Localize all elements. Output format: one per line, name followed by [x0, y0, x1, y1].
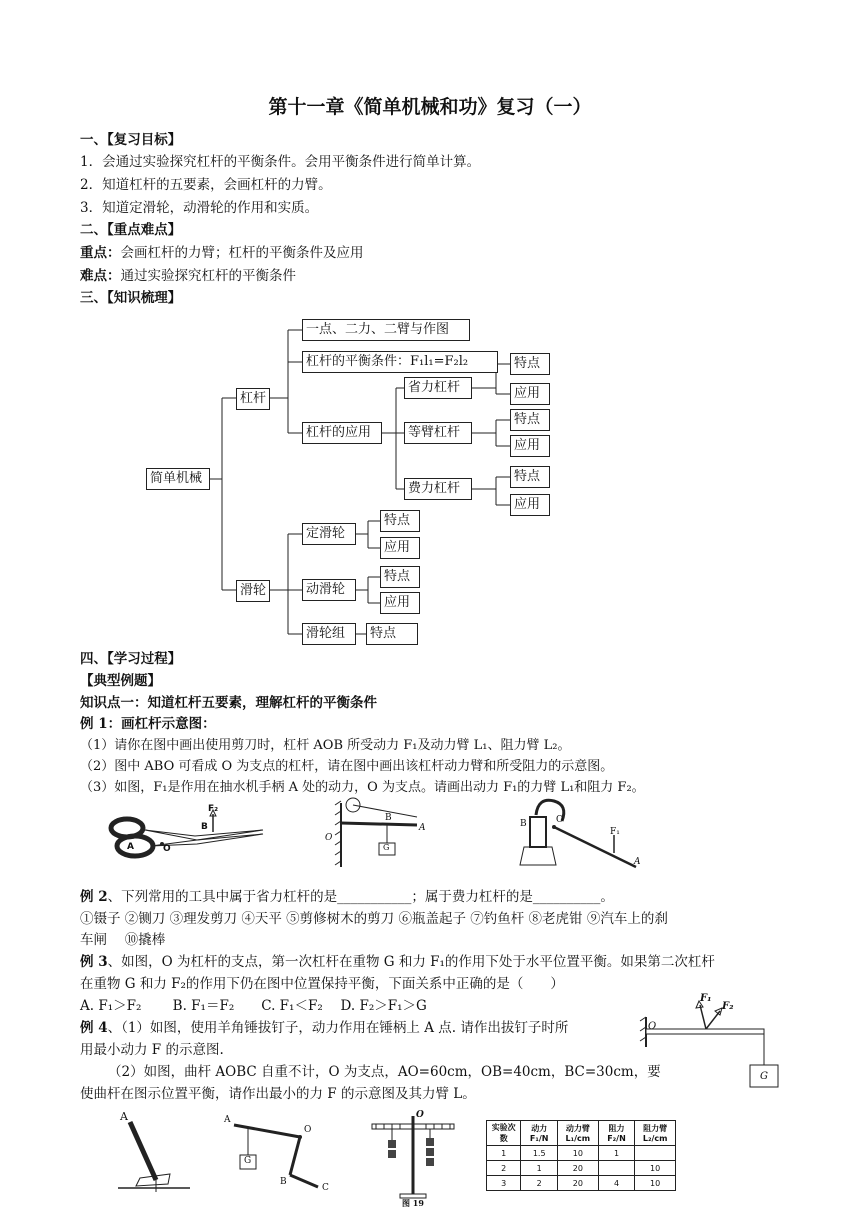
scissors-label-o: O: [163, 844, 171, 854]
tree-feature: 特点: [380, 510, 420, 532]
wall-lever-label-a: A: [419, 823, 426, 833]
tree-fixed-pulley: 定滑轮: [302, 523, 356, 545]
example-1-part-2: （2）图中 ABO 可看成 O 为支点的杠杆，请在图中画出该杠杆动力臂和所受阻力的示意图。: [80, 759, 614, 774]
tree-force-costing-lever: 费力杠杆: [404, 478, 472, 500]
key-text: 会画杠杆的力臂；杠杆的平衡条件及应用: [120, 245, 364, 261]
example-1-part-3: （3）如图，F₁是作用在抽水机手柄 A 处的动力，O 为支点。请画出动力 F₁的力臂 L₁和阻力 F₂。: [80, 780, 645, 795]
crank-label-o: O: [304, 1125, 312, 1135]
pump-label-o: O: [556, 815, 564, 825]
crank-label-a: A: [224, 1115, 231, 1125]
scissors-label-a: A: [127, 842, 134, 852]
table-row: [487, 1146, 676, 1161]
scissors-figure: [105, 800, 265, 870]
ex3-label-f1: F₁: [700, 993, 712, 1004]
balance-figure: [368, 1110, 458, 1208]
example-3-figure: [640, 995, 790, 1090]
table-row: [487, 1161, 676, 1176]
table-cell: 1: [598, 1146, 635, 1161]
table-cell: 10: [558, 1146, 599, 1161]
balance-label-o: O: [416, 1110, 424, 1120]
balance-caption: 图 19: [402, 1198, 424, 1208]
tree-application: 应用: [510, 494, 550, 516]
difficulty-label: 难点：: [80, 268, 121, 284]
pump-label-a: A: [634, 857, 641, 867]
table-cell: 1: [521, 1161, 558, 1176]
ex3-label-f2: F₂: [722, 1001, 734, 1012]
tree-force-saving-lever: 省力杠杆: [404, 377, 472, 399]
pump-label-b: B: [520, 819, 527, 829]
scissors-label-b: B: [201, 822, 208, 832]
example-3-text-cont: 在重物 G 和力 F₂的作用下仍在图中位置保持平衡，下面关系中正确的是（ ）: [80, 976, 564, 992]
tree-movable-pulley: 动滑轮: [302, 579, 356, 601]
wall-lever-label-o: O: [325, 833, 333, 843]
example-2: [80, 886, 614, 908]
tree-application: 应用: [380, 592, 420, 614]
example-1-part-1: （1）请你在图中画出使用剪刀时，杠杆 AOB 所受动力 F₁及动力臂 L₁、阻力臂 L₂。: [80, 738, 571, 753]
table-header-cell: 动力 F₁/N: [521, 1121, 558, 1146]
wall-lever-figure: [305, 797, 435, 872]
table-cell: 20: [558, 1161, 599, 1176]
tree-pulley-block: 滑轮组: [302, 623, 356, 645]
example-2-label: 例 2: [80, 889, 108, 905]
example-4-part-2: （2）如图，曲杆 AOBC 自重不计，O 为支点，AO=60cm，OB=40cm，BC=30cm，要: [108, 1064, 661, 1080]
wall-lever-label-b: B: [385, 813, 392, 823]
table-cell: 1.5: [521, 1146, 558, 1161]
tree-lever-balance: 杠杆的平衡条件：F₁l₁=F₂l₂: [302, 351, 498, 373]
goal-item: 2．知道杠杆的五要素，会画杠杆的力臂。: [80, 177, 332, 193]
example-3: [80, 951, 715, 973]
table-header-cell: 阻力 F₂/N: [598, 1121, 635, 1146]
table-header-cell: 动力臂 L₁/cm: [558, 1121, 599, 1146]
table-header-row: [487, 1121, 676, 1146]
crank-label-c: C: [322, 1183, 329, 1193]
knowledge-point-1: 知识点一：知道杠杆五要素，理解杠杆的平衡条件: [80, 695, 377, 711]
example-4-label: 例 4: [80, 1020, 108, 1036]
tree-application: 应用: [510, 383, 550, 405]
section-keypoints-heading: 二、【重点难点】: [80, 222, 182, 238]
tree-feature: 特点: [510, 409, 550, 431]
key-label: 重点：: [80, 245, 121, 261]
table-cell: 10: [635, 1176, 676, 1191]
table-header-cell: 阻力臂 L₂/cm: [635, 1121, 676, 1146]
goal-item: 3．知道定滑轮，动滑轮的作用和实质。: [80, 200, 319, 216]
tree-feature: 特点: [510, 466, 550, 488]
table-cell: 10: [635, 1161, 676, 1176]
example-4-text: 、（1）如图，使用羊角锤拔钉子，动力作用在锤柄上 A 点. 请作出拔钉子时所: [107, 1020, 569, 1036]
example-2-text: 、下列常用的工具中属于省力杠杆的是___________；属于费力杠杆的是__________。: [107, 889, 614, 905]
difficulty-text: 通过实验探究杠杆的平衡条件: [120, 268, 296, 284]
experiment-table: [486, 1120, 676, 1200]
table-cell: 2: [487, 1161, 521, 1176]
page-title: 第十一章《简单机械和功》复习（一）: [268, 96, 592, 118]
table-row: [487, 1176, 676, 1191]
wall-lever-label-g: G: [383, 843, 390, 852]
crank-label-b: B: [280, 1177, 287, 1187]
example-2-options-cont: 车闸 ⑩撬棒: [80, 932, 166, 948]
table-cell: 3: [487, 1176, 521, 1191]
tree-application: 应用: [510, 435, 550, 457]
table-cell: 1: [487, 1146, 521, 1161]
table-cell: 20: [558, 1176, 599, 1191]
crank-label-g: G: [244, 1156, 252, 1166]
crank-figure: [220, 1115, 340, 1195]
ex3-label-o: O: [648, 1021, 657, 1032]
pump-figure: [510, 795, 650, 875]
example-4-text-cont: 用最小动力 F 的示意图.: [80, 1042, 224, 1058]
tree-equal-arm-lever: 等臂杠杆: [404, 422, 472, 444]
tree-feature: 特点: [380, 566, 420, 588]
tree-pulley: 滑轮: [236, 580, 270, 602]
tree-application: 应用: [380, 537, 420, 559]
example-4: [80, 1017, 568, 1039]
pump-label-f: F₁: [610, 827, 620, 837]
goal-item: 1．会通过实验探究杠杆的平衡条件。会用平衡条件进行简单计算。: [80, 154, 481, 170]
hammer-label-a: A: [120, 1110, 128, 1123]
typical-examples-heading: 【典型例题】: [80, 673, 161, 689]
tree-lever-application: 杠杆的应用: [302, 422, 382, 444]
tree-feature: 特点: [510, 353, 550, 375]
tree-root: 简单机械: [146, 468, 210, 490]
hammer-figure: [112, 1112, 192, 1194]
table-cell: [635, 1146, 676, 1161]
table-cell: 4: [598, 1176, 635, 1191]
tree-feature: 特点: [366, 623, 418, 645]
section-knowledge-heading: 三、【知识梳理】: [80, 290, 182, 306]
example-2-options: ①镊子 ②铡刀 ③理发剪刀 ④天平 ⑤剪修树木的剪刀 ⑥瓶盖起子 ⑦钓鱼杆 ⑧老虎钳 ⑨汽车上的刹: [80, 911, 668, 927]
section-process-heading: 四、【学习过程】: [80, 651, 182, 667]
section-goals-heading: 一、【复习目标】: [80, 132, 182, 148]
scissors-label-f: F₂: [208, 804, 219, 814]
table-cell: [598, 1161, 635, 1176]
tree-lever: 杠杆: [236, 388, 270, 410]
tree-lever-elements: 一点、二力、二臂与作图: [302, 319, 470, 341]
ex3-label-g: G: [760, 1071, 768, 1082]
example-3-label: 例 3: [80, 954, 108, 970]
table-cell: 2: [521, 1176, 558, 1191]
example-3-text: 、如图，O 为杠杆的支点，第一次杠杆在重物 G 和力 F₁的作用下处于水平位置平衡。如果第二次杠杆: [107, 954, 715, 970]
example-4-part-2-cont: 使曲杆在图示位置平衡，请作出最小的力 F 的示意图及其力臂 L。: [80, 1086, 476, 1102]
table-header-cell: 实验次数: [487, 1121, 521, 1146]
example-3-options: A. F₁＞F₂ B. F₁＝F₂ C. F₁＜F₂ D. F₂＞F₁＞G: [80, 998, 427, 1014]
example-1-title: 例 1：画杠杆示意图：: [80, 716, 216, 732]
